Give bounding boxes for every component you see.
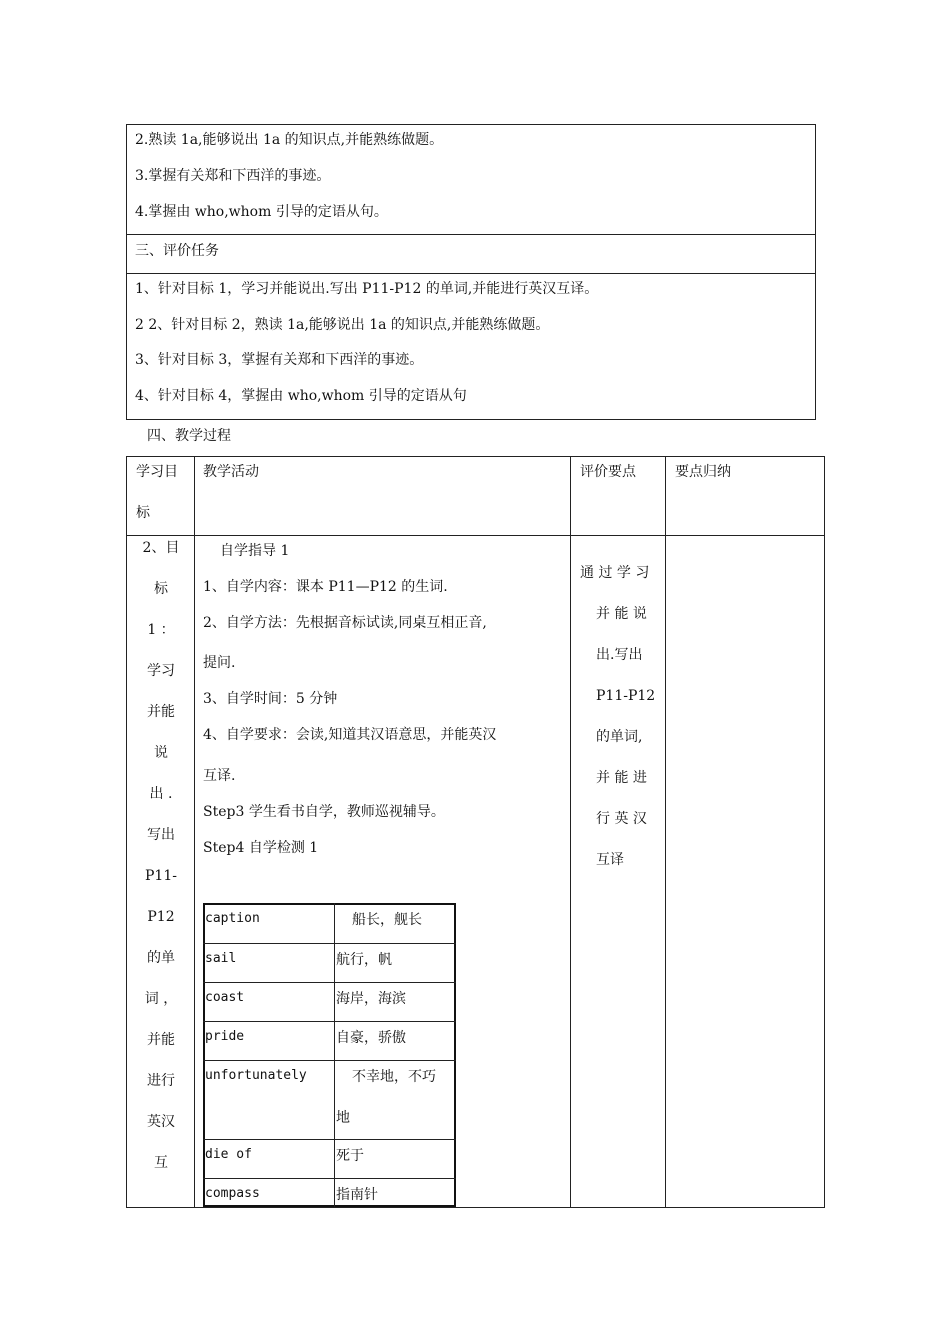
col-divider-3	[665, 456, 666, 1208]
vocab-meaning: 海岸，海滨	[336, 991, 406, 1007]
vocab-meaning-cont: 地	[336, 1110, 350, 1126]
vocab-word: sail	[205, 951, 237, 966]
goal-column	[130, 528, 192, 1184]
goal-text: 并能	[147, 1032, 175, 1048]
objective-4: 4.掌握由 who,whom 引导的定语从句。	[135, 204, 388, 220]
goal-text: 出 .	[149, 786, 173, 802]
goal-text: 学习	[147, 663, 175, 679]
vocab-word: caption	[205, 911, 260, 926]
goal-text: 词 ，	[144, 991, 178, 1007]
eval-task-4: 4、针对目标 4，掌握由 who,whom 引导的定语从句	[135, 388, 467, 404]
vocab-col-divider	[334, 903, 335, 1207]
eval-point-line: 并 能 进	[596, 770, 647, 786]
goal-text: 互	[154, 1155, 168, 1171]
eval-task-1: 1、针对目标 1，学习并能说出.写出 P11-P12 的单词,并能进行英汉互译。	[135, 281, 599, 297]
vocab-meaning: 船长，舰长	[352, 912, 422, 928]
goal-text: P11-	[145, 868, 177, 884]
header-eval-points: 评价要点	[580, 464, 636, 480]
eval-heading-box	[126, 234, 816, 274]
goal-text: 写出	[147, 827, 175, 843]
process-heading: 四、教学过程	[147, 428, 231, 444]
eval-point-line: 并 能 说	[596, 606, 647, 622]
goal-text: 标	[154, 581, 168, 597]
header-goal-line1: 学习目	[136, 464, 178, 480]
eval-task-3: 3、针对目标 3，掌握有关郑和下西洋的事迹。	[135, 352, 424, 368]
vocab-row-divider	[203, 1139, 456, 1140]
header-divider	[126, 535, 825, 536]
activity-line: 2、自学方法：先根据音标试读,同桌互相正音,	[203, 615, 487, 631]
goal-text: 1 ：	[147, 622, 175, 638]
vocab-meaning: 不幸地，不巧	[352, 1069, 436, 1085]
guide-title: 自学指导 1	[220, 543, 290, 559]
eval-points-column	[580, 553, 662, 881]
eval-task-2: 2 2、针对目标 2，熟读 1a,能够说出 1a 的知识点,并能熟练做题。	[135, 317, 550, 333]
vocab-row-divider	[203, 982, 456, 983]
eval-point-line: 的单词,	[596, 729, 643, 745]
goal-text: 英汉	[147, 1114, 175, 1130]
vocab-word: die of	[205, 1147, 252, 1162]
vocab-meaning: 航行，帆	[336, 952, 392, 968]
eval-point-line: 通 过 学 习	[580, 565, 650, 581]
activity-line: 3、自学时间：5 分钟	[203, 691, 338, 707]
vocab-row-divider	[203, 1021, 456, 1022]
goal-text: 说	[154, 745, 168, 761]
eval-point-line: 出.写出	[596, 647, 643, 663]
eval-point-line: 行 英 汉	[596, 811, 647, 827]
vocab-meaning: 死于	[336, 1148, 364, 1164]
activity-line: 互译.	[203, 768, 236, 784]
vocab-row-divider	[203, 1178, 456, 1179]
vocab-word: coast	[205, 990, 245, 1005]
activity-line: Step3 学生看书自学，教师巡视辅导。	[203, 804, 445, 820]
goal-text: P12	[147, 909, 175, 925]
goal-text: 并能	[147, 704, 175, 720]
header-summary: 要点归纳	[675, 464, 731, 480]
vocab-word: pride	[205, 1029, 245, 1044]
col-divider-1	[194, 456, 195, 1208]
goal-text: 进行	[147, 1073, 175, 1089]
vocab-meaning: 自豪，骄傲	[336, 1030, 406, 1046]
eval-point-line: 互译	[596, 852, 624, 868]
goal-text: 的单	[147, 950, 175, 966]
objective-3: 3.掌握有关郑和下西洋的事迹。	[135, 168, 331, 184]
vocab-word: compass	[205, 1186, 260, 1201]
header-goal-line2: 标	[136, 505, 150, 521]
vocab-row-divider	[203, 943, 456, 944]
vocab-word: unfortunately	[205, 1068, 307, 1083]
activity-line: 4、自学要求：会读,知道其汉语意思，并能英汉	[203, 727, 497, 743]
vocab-meaning: 指南针	[336, 1187, 378, 1203]
eval-point-line: P11-P12	[596, 688, 656, 704]
header-activities: 教学活动	[203, 464, 259, 480]
activity-line: 1、自学内容：课本 P11—P12 的生词.	[203, 579, 448, 595]
activity-line: 提问.	[203, 655, 236, 671]
activity-line: Step4 自学检测 1	[203, 840, 319, 856]
objective-2: 2.熟读 1a,能够说出 1a 的知识点,并能熟练做题。	[135, 132, 444, 148]
eval-heading: 三、评价任务	[135, 243, 219, 259]
vocab-row-divider	[203, 1060, 456, 1061]
goal-text: 2、目	[142, 540, 180, 556]
col-divider-2	[570, 456, 571, 1208]
